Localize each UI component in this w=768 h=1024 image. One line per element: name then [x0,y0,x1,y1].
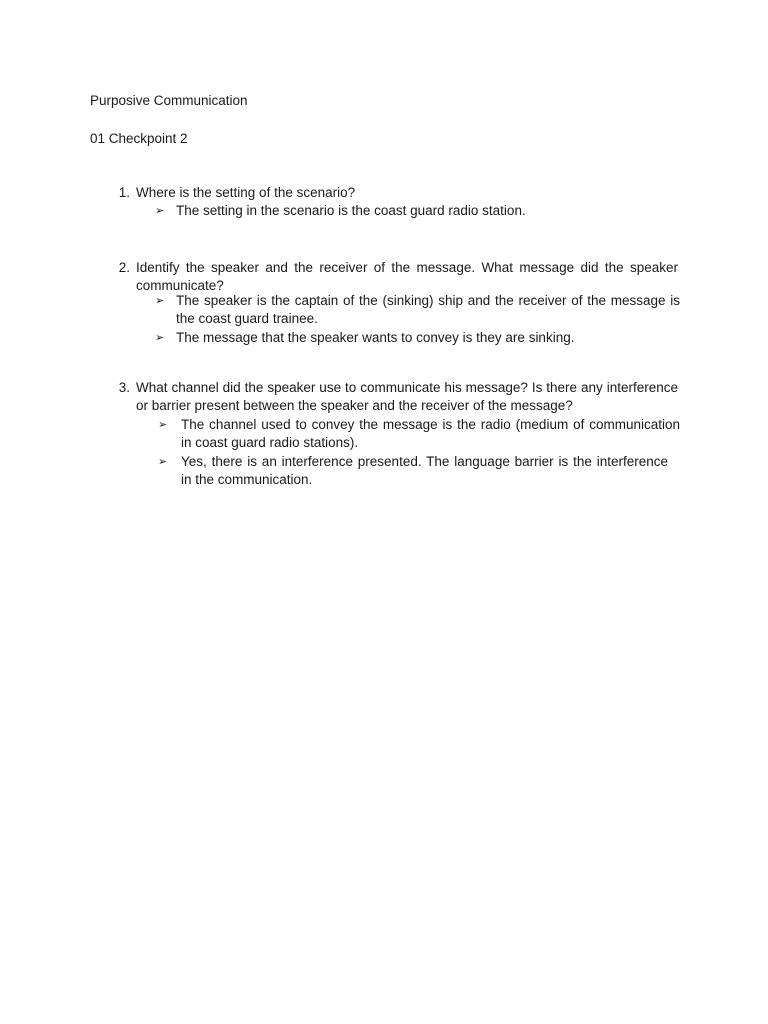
answer-1-1 [155,202,680,220]
document-title: Purposive Communication [90,93,248,108]
question-text: What channel did the speaker use to communicate his message? Is there any interference or barrier present between the speaker and the receiver of the message? [136,380,678,413]
arrow-bullet-icon: ➢ [155,295,165,307]
question-number: 1. [118,185,130,200]
question-text: Identify the speaker and the receiver of the message. What message did the speaker communicate? [136,260,678,293]
arrow-bullet-icon: ➢ [158,456,168,468]
arrow-bullet-icon: ➢ [158,419,168,431]
arrow-bullet-icon: ➢ [155,205,165,217]
answer-text: The speaker is the captain of the (sinking) ship and the receiver of the message is the coast guard trainee. [176,293,680,326]
question-2 [112,259,678,295]
answer-text: Yes, there is an interference presented. The language barrier is the interference in the communication. [181,454,668,487]
arrow-bullet-icon: ➢ [155,332,165,344]
document-subtitle: 01 Checkpoint 2 [90,131,188,146]
answer-3-1 [158,416,680,452]
answer-2-2 [155,329,680,347]
answer-3-2 [158,453,668,489]
question-3 [112,379,678,415]
answer-text: The message that the speaker wants to convey is they are sinking. [176,330,575,345]
question-number: 2. [118,260,130,275]
answer-text: The setting in the scenario is the coast guard radio station. [176,203,526,218]
answer-2-1 [155,292,680,328]
question-text: Where is the setting of the scenario? [136,185,356,200]
answer-text: The channel used to convey the message is the radio (medium of communication in coast guard radio stations). [181,417,680,450]
question-number: 3. [118,380,130,395]
question-1 [112,184,678,202]
